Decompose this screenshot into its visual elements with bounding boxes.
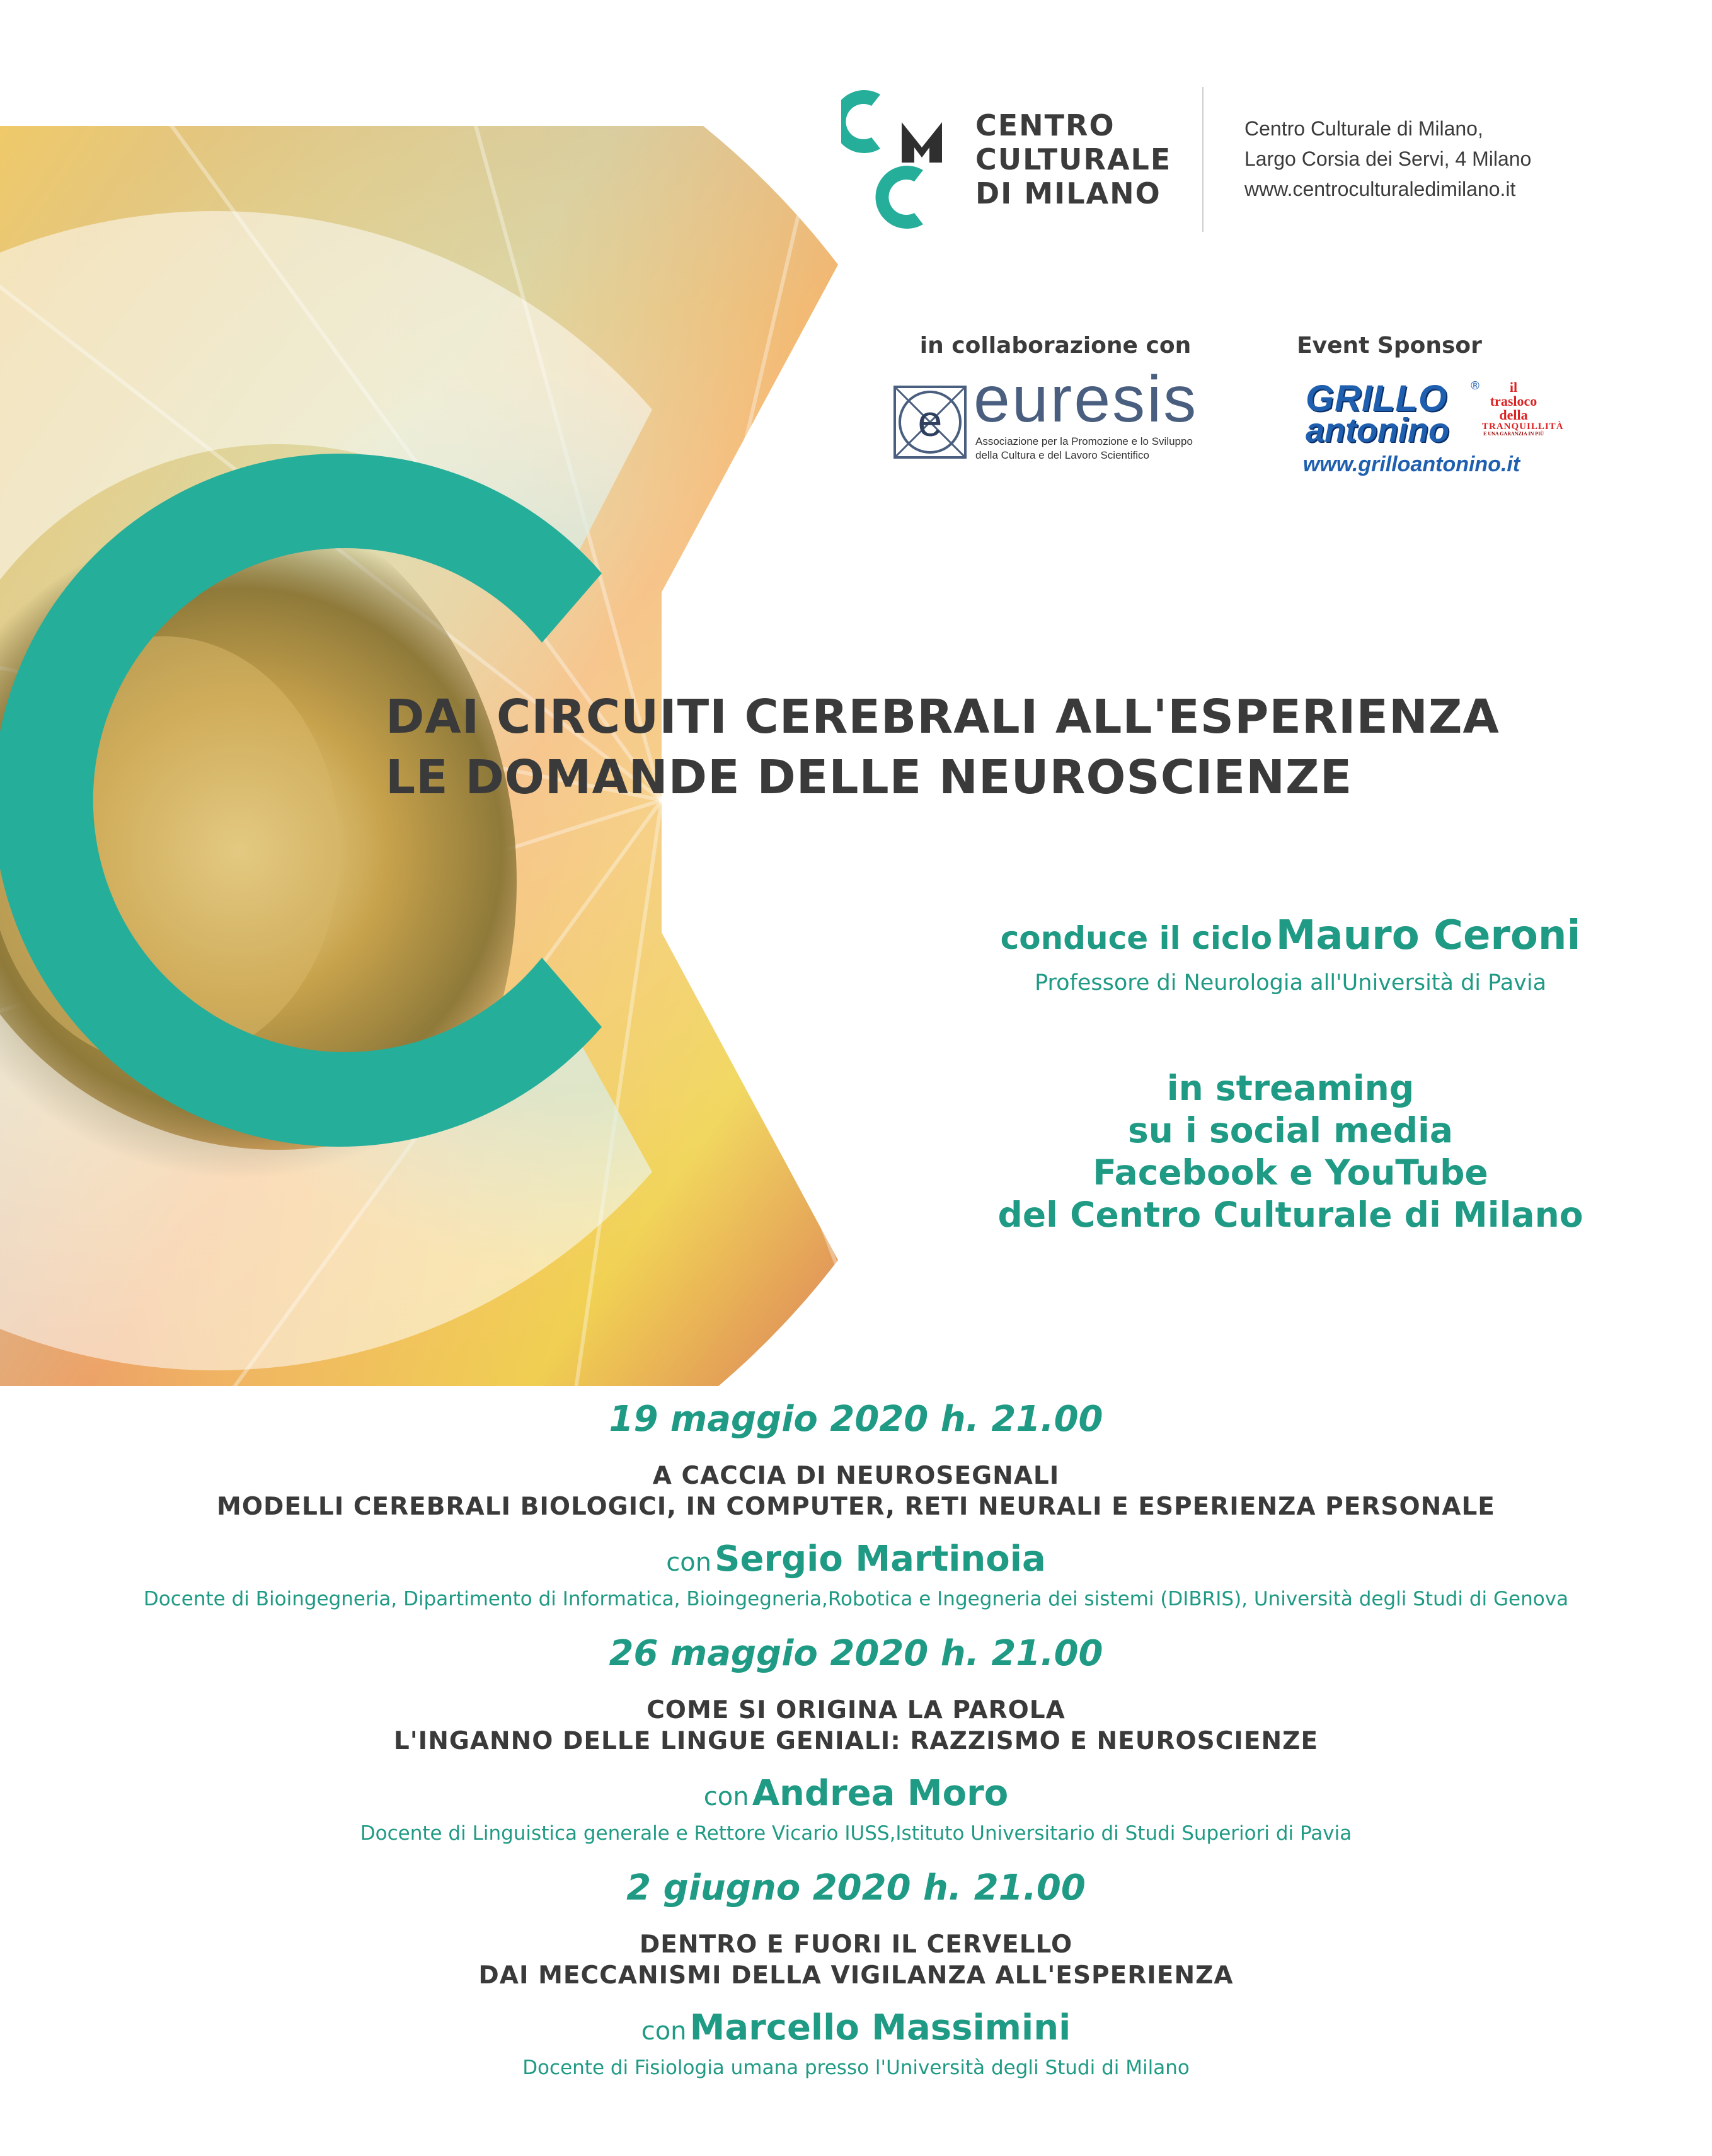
grillo-logo-line1: GRILLO [1306,378,1448,419]
cmc-name-line: CULTURALE [975,142,1172,176]
event-speaker [0,2007,1712,2048]
euresis-subtitle [975,435,1193,462]
grillo-registered-mark: ® [1469,379,1481,393]
venue-address [1244,113,1531,204]
euresis-subtitle-line: Associazione per la Promozione e lo Sviluppo [975,435,1193,447]
svg-text:e: e [917,396,943,445]
event-title-line: MODELLI CEREBRALI BIOLOGICI, IN COMPUTER, RETI NEURALI E ESPERIENZA PERSONALE [217,1493,1495,1521]
cmc-name-line: CENTRO [975,108,1115,142]
speaker-prefix: con [703,1782,749,1811]
conductor-prefix: conduce il ciclo [1000,920,1273,956]
euresis-subtitle-line: della Cultura e del Lavoro Scientifico [975,449,1149,461]
event-title [0,1460,1712,1522]
event-title [0,1929,1712,1991]
sponsor-website-link[interactable]: www.grilloantonino.it [1302,452,1520,476]
trasloco-line: TRANQUILLITÀ [1482,421,1564,432]
streaming-line: Facebook e YouTube [1093,1152,1488,1193]
speaker-role: Docente di Linguistica generale e Rettore Vicario IUSS,Istituto Universitario di Studi Superiori di Pavia [360,1822,1352,1845]
event-title-line: DENTRO E FUORI IL CERVELLO [639,1930,1073,1959]
speaker-role: Docente di Fisiologia umana presso l'Università degli Studi di Milano [522,2056,1190,2079]
address-line: Centro Culturale di Milano, [1244,117,1483,140]
trasloco-line: della [1499,407,1528,423]
trasloco-line: E UNA GARANZIA IN PIÙ [1483,431,1544,437]
conductor-role: Professore di Neurologia all'Università di Pavia [1034,970,1547,995]
streaming-line: in streaming [1166,1068,1415,1108]
euresis-logo-text: euresis [974,363,1198,436]
trasloco-badge [1482,379,1564,437]
event-title-line: DAI MECCANISMI DELLA VIGILANZA ALL'ESPERIENZA [478,1961,1234,1990]
title-line: LE DOMANDE DELLE NEUROSCIENZE [386,750,1353,805]
cmc-logo-name [975,108,1171,210]
streaming-line: su i social media [1127,1110,1454,1150]
cmc-logo-c-top [841,90,880,153]
event-date: 19 maggio 2020 h. 21.00 [609,1399,1103,1440]
cmc-logo-c-bottom [875,166,923,229]
speaker-name: Marcello Massimini [689,2007,1071,2048]
event-title [0,1695,1712,1757]
title-line: DAI CIRCUITI CEREBRALI ALL'ESPERIENZA [386,690,1500,744]
trasloco-line: trasloco [1490,393,1537,409]
euresis-emblem-icon [893,386,967,459]
conductor-name: Mauro Ceroni [1275,912,1581,959]
cmc-name-line: DI MILANO [975,176,1161,210]
address-line: Largo Corsia dei Servi, 4 Milano [1244,147,1532,170]
event-date: 2 giugno 2020 h. 21.00 [626,1867,1086,1908]
sponsor-label: Event Sponsor [1297,333,1482,358]
cmc-logo [841,87,967,238]
event-speaker [0,1539,1712,1580]
grillo-logo-line2: antonino [1306,411,1449,449]
event-speaker [0,1773,1712,1814]
event-title-line: COME SI ORIGINA LA PAROLA [646,1696,1066,1724]
event-title-line: A CACCIA DI NEUROSEGNALI [652,1462,1060,1490]
page-title [386,687,1500,808]
speaker-role: Docente di Bioingegneria, Dipartimento di Informatica, Bioingegneria,Robotica e Ingegneria dei sistemi (DIBRIS), Università degli Studi di Genova [143,1588,1569,1610]
event-date: 26 maggio 2020 h. 21.00 [609,1633,1103,1674]
speaker-prefix: con [641,2017,687,2046]
cmc-logo-m [902,122,942,163]
streaming-info [875,1067,1706,1236]
collaboration-label: in collaborazione con [919,333,1192,358]
streaming-line: del Centro Culturale di Milano [997,1195,1583,1235]
header-divider [1202,87,1204,232]
speaker-name: Andrea Moro [752,1773,1009,1814]
address-link[interactable]: www.centroculturaledimilano.it [1244,178,1516,200]
speaker-prefix: con [666,1548,712,1577]
speaker-name: Sergio Martinoia [715,1539,1046,1580]
event-title-line: L'INGANNO DELLE LINGUE GENIALI: RAZZISMO E NEUROSCIENZE [393,1727,1319,1755]
trasloco-line: il [1509,379,1518,395]
conductor-heading [875,912,1706,959]
